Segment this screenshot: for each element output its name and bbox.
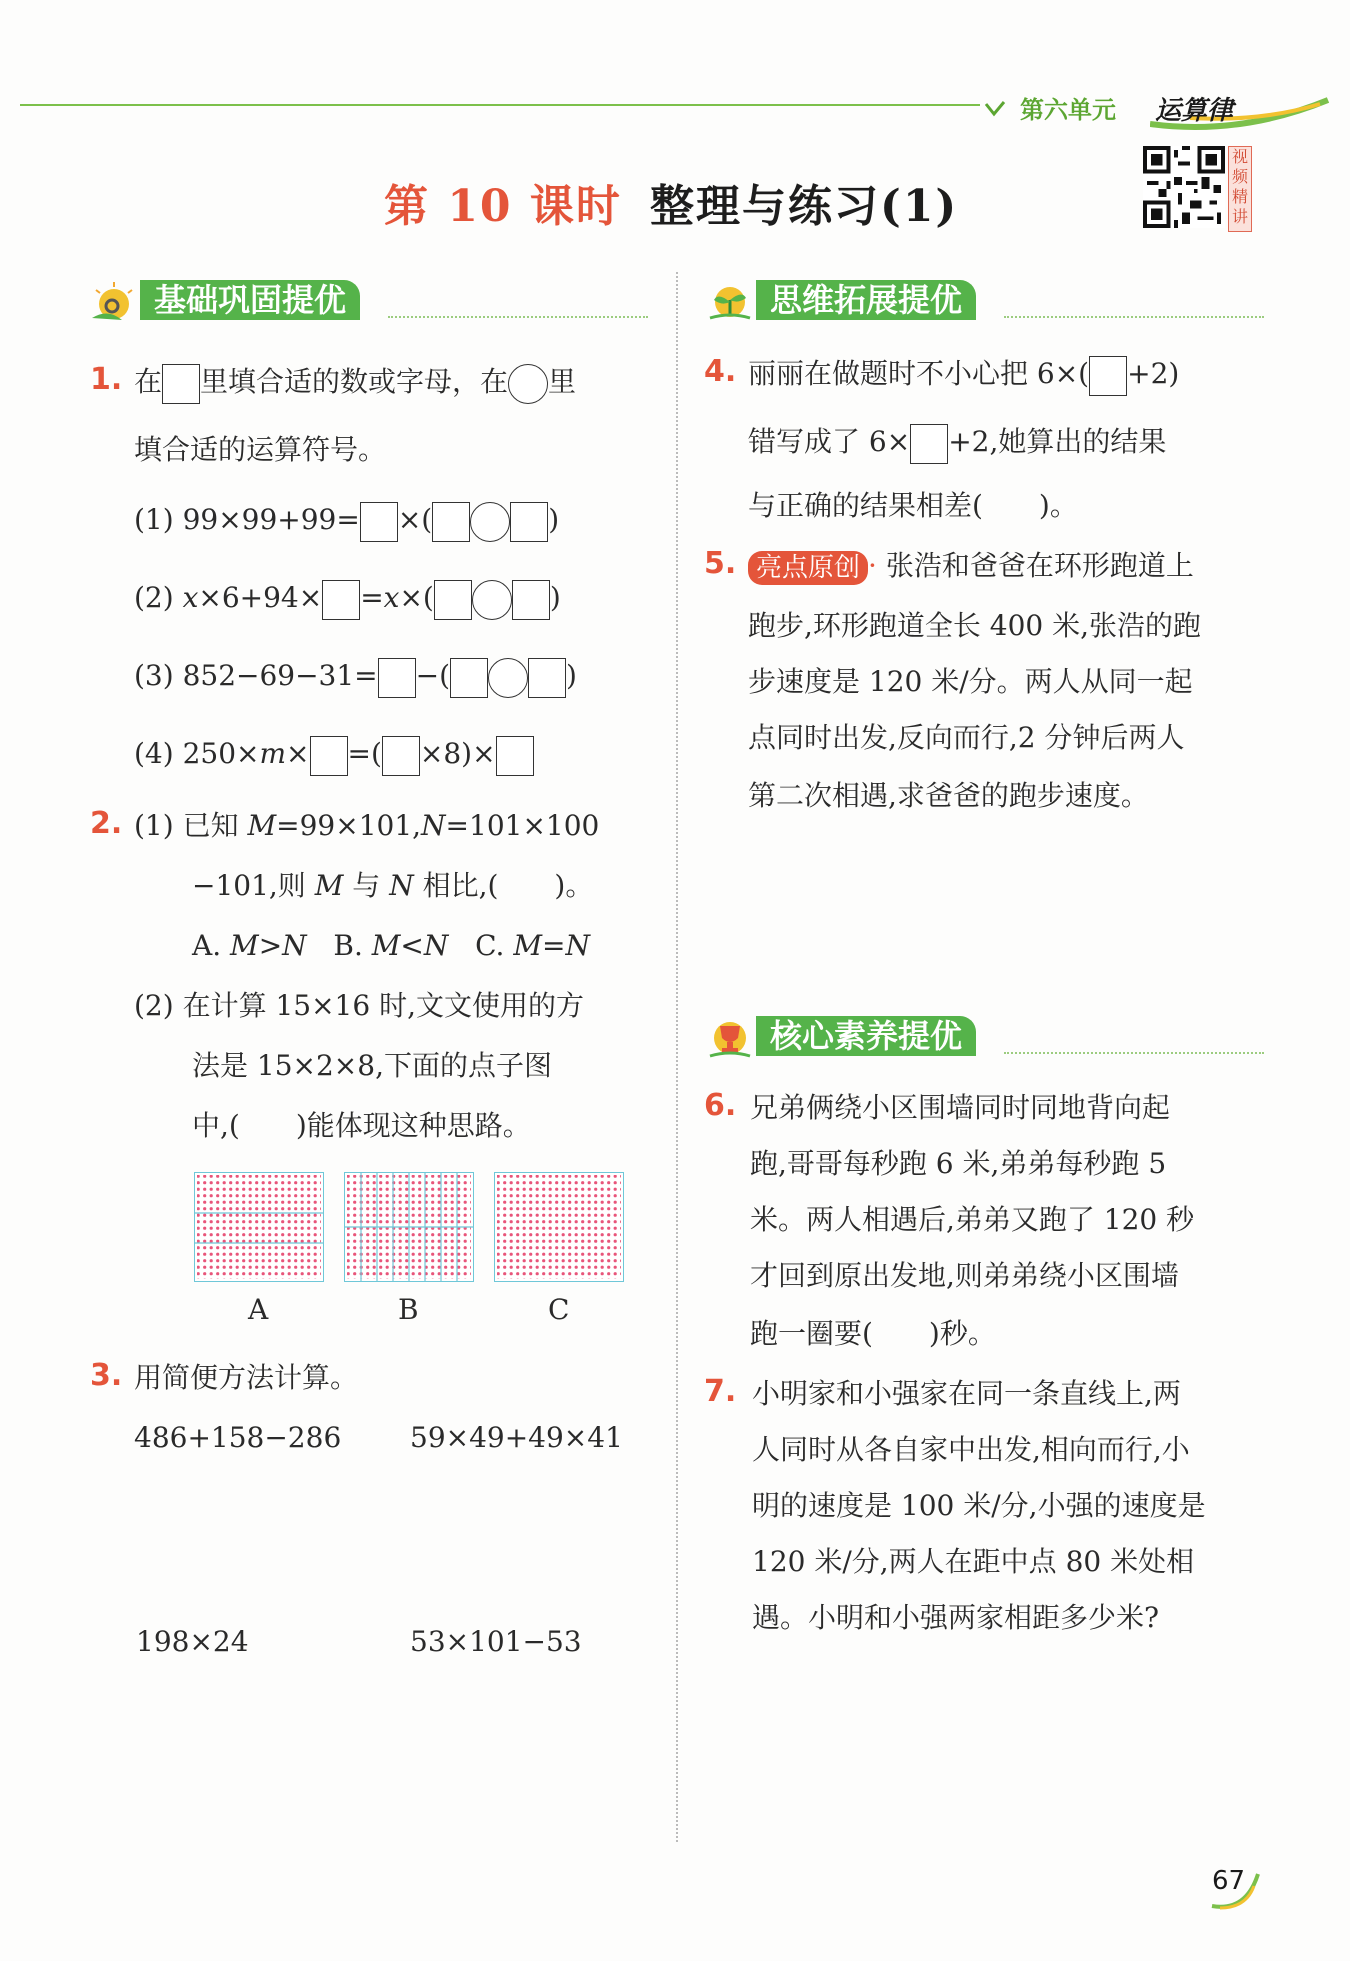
operator-circle[interactable] [472,580,512,620]
q3-expr-1: 486+158−286 [134,1421,342,1454]
q6-line5: 跑一圈要( )秒。 [750,1317,996,1350]
dot-figure-c[interactable] [494,1172,624,1282]
figure-label-c: C [548,1293,570,1326]
answer-box[interactable] [510,502,548,542]
q7-line4: 120 米/分,两人在距中点 80 米处相 [752,1545,1195,1578]
blank-box-example [162,364,200,404]
q4-line1: 丽丽在做题时不小心把 6×( +2) [748,354,1179,396]
page-title: 整理与练习(1) [650,181,959,232]
q4-line3: 与正确的结果相差( )。 [748,489,1078,522]
q1-part4: (4) 250×m× =( ×8)× [134,734,534,776]
dot-grid-b [345,1173,473,1281]
qr-code-icon[interactable] [1143,146,1225,228]
answer-box[interactable] [382,736,420,776]
q6-line3: 米。两人相遇后,弟弟又跑了 120 秒 [750,1203,1195,1236]
answer-box[interactable] [432,502,470,542]
q1-part1: (1) 99×99+99= ×( ) [134,500,559,542]
q2-options [192,926,590,966]
dot-grid-c [495,1173,623,1281]
answer-box[interactable] [450,658,488,698]
unit-label: 第六单元 [1020,96,1116,124]
page-number: 67 [1212,1866,1246,1896]
page-swoosh [1206,1868,1266,1914]
answer-box[interactable] [378,658,416,698]
q6-line1: 兄弟俩绕小区围墙同时同地背向起 [750,1091,1171,1124]
q7-line5: 遇。小明和小强两家相距多少米? [752,1601,1160,1634]
answer-box[interactable] [434,580,472,620]
q1-part2: (2) x×6+94× =x×( ) [134,578,561,620]
q5-line3: 步速度是 120 米/分。两人从同一起 [748,665,1193,698]
answer-box[interactable] [528,658,566,698]
unit-topic: 运算律 [1155,96,1234,126]
q5-line4: 点同时出发,反向而行,2 分钟后两人 [748,721,1185,754]
figure-label-a: A [248,1293,269,1326]
q3-expr-4: 53×101−53 [410,1625,582,1658]
section-title: 思维拓展提优 [756,280,976,320]
section-header-extend [704,276,1264,324]
q2-part1-line1: (1) 已知 M=99×101,N=101×100 [134,809,600,842]
q5-line5: 第二次相遇,求爸爸的跑步速度。 [748,779,1149,812]
q5-line1: 亮点原创 · 张浩和爸爸在环形跑道上 [748,546,1194,586]
option-c[interactable]: C. M=N [475,929,590,962]
video-label: 视 频 精 讲 [1228,146,1252,232]
section-divider [1004,316,1264,318]
original-badge: 亮点原创 [748,551,868,585]
trophy-icon [704,1014,758,1060]
dot-grid-a [195,1173,323,1281]
answer-box[interactable] [322,580,360,620]
header-rule [20,104,980,106]
question-number: 4. [704,354,737,389]
sprout-icon [704,278,758,324]
q2-part2-line1: (2) 在计算 15×16 时,文文使用的方 [134,989,584,1022]
q7-line2: 人同时从各自家中出发,相向而行,小 [752,1433,1190,1466]
q2-part1-line2: −101,则 M 与 N 相比,( )。 [192,869,594,902]
section-title: 核心素养提优 [756,1016,976,1056]
section-header-core [704,1012,1264,1060]
dot-figure-a[interactable] [194,1172,324,1282]
lesson-number: 第 10 课时 [384,181,622,232]
option-a[interactable]: A. M>N [192,929,307,962]
q4-line2: 错写成了 6× +2,她算出的结果 [748,422,1166,464]
q2-part2-line3: 中,( )能体现这种思路。 [192,1109,531,1142]
q1-line1: 在 里填合适的数或字母，在 里 [134,362,576,404]
question-number: 7. [704,1374,737,1409]
q2-part2-line2: 法是 15×2×8,下面的点子图 [192,1049,552,1082]
q6-line2: 跑,哥哥每秒跑 6 米,弟弟每秒跑 5 [750,1147,1167,1180]
question-number: 6. [704,1088,737,1123]
sun-gear-icon [88,278,142,324]
figure-label-b: B [398,1293,419,1326]
question-number: 3. [90,1358,123,1393]
q7-line1: 小明家和小强家在同一条直线上,两 [752,1377,1181,1410]
q3-expr-2: 59×49+49×41 [410,1421,623,1454]
section-title: 基础巩固提优 [140,280,360,320]
question-number: 1. [90,362,123,397]
q1-line2: 填合适的运算符号。 [134,433,387,466]
answer-box[interactable] [496,736,534,776]
answer-box[interactable] [310,736,348,776]
q5-line2: 跑步,环形跑道全长 400 米,张浩的跑 [748,609,1202,642]
q7-line3: 明的速度是 100 米/分,小强的速度是 [752,1489,1206,1522]
question-number: 5. [704,546,737,581]
operator-circle[interactable] [470,502,510,542]
column-divider [676,272,678,1842]
question-number: 2. [90,806,123,841]
section-divider [1004,1052,1264,1054]
q1-part3: (3) 852−69−31= −( ) [134,656,577,698]
blank-box [1089,356,1127,396]
dot-figure-b[interactable] [344,1172,474,1282]
section-divider [388,316,648,318]
leaf-icon [984,100,1006,118]
option-b[interactable]: B. M<N [333,929,449,962]
answer-box[interactable] [360,502,398,542]
blank-box [910,424,948,464]
q3-prompt: 用简便方法计算。 [134,1361,359,1394]
section-header-basic [88,276,648,324]
q3-expr-3: 198×24 [136,1625,249,1658]
blank-circle-example [508,364,548,404]
operator-circle[interactable] [488,658,528,698]
q6-line4: 才回到原出发地,则弟弟绕小区围墙 [750,1259,1179,1292]
answer-box[interactable] [512,580,550,620]
